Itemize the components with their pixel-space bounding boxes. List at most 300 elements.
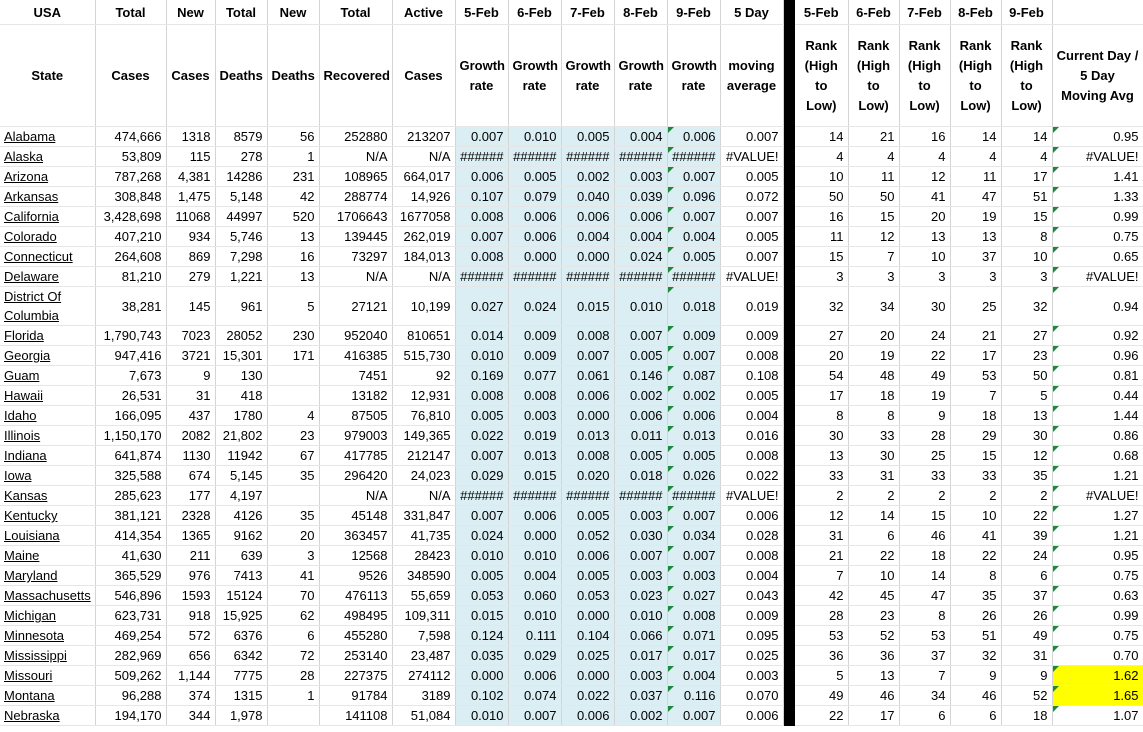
data-cell[interactable]: 0.005	[720, 386, 783, 406]
data-cell[interactable]: 30	[848, 446, 899, 466]
data-cell[interactable]	[267, 366, 319, 386]
data-cell[interactable]: 50	[1001, 366, 1052, 386]
data-cell[interactable]: 14	[950, 127, 1001, 147]
data-cell[interactable]: 0.95	[1052, 127, 1143, 147]
data-cell[interactable]: 1365	[166, 526, 215, 546]
data-cell[interactable]: 0.007	[667, 207, 720, 227]
data-cell[interactable]: 73297	[319, 247, 392, 267]
data-cell[interactable]: 25	[950, 287, 1001, 326]
header-cell[interactable]: 7-Feb	[561, 0, 614, 25]
data-cell[interactable]: 0.107	[455, 187, 508, 207]
data-cell[interactable]: 22	[1001, 506, 1052, 526]
data-cell[interactable]: 787,268	[95, 167, 166, 187]
data-cell[interactable]: 21	[848, 127, 899, 147]
data-cell[interactable]: 9526	[319, 566, 392, 586]
data-cell[interactable]: N/A	[319, 486, 392, 506]
state-name-cell[interactable]: Missouri	[0, 666, 95, 686]
data-cell[interactable]: 0.95	[1052, 546, 1143, 566]
data-cell[interactable]: ######	[667, 147, 720, 167]
data-cell[interactable]: 10	[1001, 247, 1052, 267]
state-name-cell[interactable]: Colorado	[0, 227, 95, 247]
data-cell[interactable]: 18	[899, 546, 950, 566]
data-cell[interactable]: 37	[1001, 586, 1052, 606]
data-cell[interactable]: 27121	[319, 287, 392, 326]
data-cell[interactable]: 0.010	[614, 287, 667, 326]
data-cell[interactable]: #VALUE!	[720, 147, 783, 167]
data-cell[interactable]: 0.007	[667, 706, 720, 726]
data-cell[interactable]: 91784	[319, 686, 392, 706]
data-cell[interactable]: 952040	[319, 326, 392, 346]
data-cell[interactable]: 37	[899, 646, 950, 666]
state-name-cell[interactable]: Georgia	[0, 346, 95, 366]
data-cell[interactable]: 10,199	[392, 287, 455, 326]
data-cell[interactable]: 38,281	[95, 287, 166, 326]
data-cell[interactable]: 30	[1001, 426, 1052, 446]
data-cell[interactable]	[267, 706, 319, 726]
data-cell[interactable]: 28	[267, 666, 319, 686]
data-cell[interactable]: 47	[899, 586, 950, 606]
data-cell[interactable]: 1318	[166, 127, 215, 147]
data-cell[interactable]: 67	[267, 446, 319, 466]
data-cell[interactable]: 35	[1001, 466, 1052, 486]
data-cell[interactable]: 32	[1001, 287, 1052, 326]
data-cell[interactable]: 253140	[319, 646, 392, 666]
separator-column[interactable]	[783, 686, 795, 706]
data-cell[interactable]: 0.104	[561, 626, 614, 646]
data-cell[interactable]: 24	[1001, 546, 1052, 566]
data-cell[interactable]: 0.000	[508, 247, 561, 267]
data-cell[interactable]: 0.052	[561, 526, 614, 546]
separator-column[interactable]	[783, 147, 795, 167]
data-cell[interactable]: 24,023	[392, 466, 455, 486]
data-cell[interactable]: 20	[848, 326, 899, 346]
data-cell[interactable]: 50	[795, 187, 848, 207]
data-cell[interactable]: 0.010	[508, 606, 561, 626]
data-cell[interactable]: 6	[950, 706, 1001, 726]
data-cell[interactable]: 16	[899, 127, 950, 147]
data-cell[interactable]: 325,588	[95, 466, 166, 486]
data-cell[interactable]: 455280	[319, 626, 392, 646]
data-cell[interactable]: 656	[166, 646, 215, 666]
data-cell[interactable]: 12	[795, 506, 848, 526]
data-cell[interactable]: 5	[267, 287, 319, 326]
data-cell[interactable]: 0.071	[667, 626, 720, 646]
data-cell[interactable]: 0.040	[561, 187, 614, 207]
separator-column[interactable]	[783, 386, 795, 406]
data-cell[interactable]: 0.124	[455, 626, 508, 646]
data-cell[interactable]: 0.010	[508, 546, 561, 566]
data-cell[interactable]: 96,288	[95, 686, 166, 706]
data-cell[interactable]: 0.007	[455, 227, 508, 247]
data-cell[interactable]: 1,221	[215, 267, 267, 287]
data-cell[interactable]: 19	[950, 207, 1001, 227]
separator-column[interactable]	[783, 426, 795, 446]
data-cell[interactable]: 0.008	[667, 606, 720, 626]
data-cell[interactable]: 0.75	[1052, 227, 1143, 247]
data-cell[interactable]: 3,428,698	[95, 207, 166, 227]
data-cell[interactable]: 45	[848, 586, 899, 606]
data-cell[interactable]: 23	[848, 606, 899, 626]
data-cell[interactable]: 0.006	[561, 386, 614, 406]
data-cell[interactable]: 0.007	[720, 127, 783, 147]
data-cell[interactable]: 8	[950, 566, 1001, 586]
data-cell[interactable]	[267, 486, 319, 506]
data-cell[interactable]: 35	[267, 506, 319, 526]
data-cell[interactable]: 7,298	[215, 247, 267, 267]
data-cell[interactable]: 15	[795, 247, 848, 267]
data-cell[interactable]: 0.009	[667, 326, 720, 346]
data-cell[interactable]: 42	[795, 586, 848, 606]
data-cell[interactable]: 308,848	[95, 187, 166, 207]
data-cell[interactable]: 28	[899, 426, 950, 446]
data-cell[interactable]: 437	[166, 406, 215, 426]
data-cell[interactable]: 15,925	[215, 606, 267, 626]
data-cell[interactable]: 0.005	[614, 446, 667, 466]
state-name-cell[interactable]: Indiana	[0, 446, 95, 466]
data-cell[interactable]: 1,790,743	[95, 326, 166, 346]
header-cell[interactable]: Growth rate	[455, 25, 508, 127]
data-cell[interactable]: 26	[1001, 606, 1052, 626]
data-cell[interactable]: 498495	[319, 606, 392, 626]
separator-column[interactable]	[783, 526, 795, 546]
data-cell[interactable]: 3189	[392, 686, 455, 706]
data-cell[interactable]: 288774	[319, 187, 392, 207]
data-cell[interactable]: 0.043	[720, 586, 783, 606]
data-cell[interactable]: 35	[267, 466, 319, 486]
data-cell[interactable]: 0.060	[508, 586, 561, 606]
header-cell[interactable]: Recovered	[319, 25, 392, 127]
data-cell[interactable]: 0.005	[455, 566, 508, 586]
data-cell[interactable]: 2	[1001, 486, 1052, 506]
data-cell[interactable]: 13	[899, 227, 950, 247]
data-cell[interactable]: 27	[1001, 326, 1052, 346]
data-cell[interactable]: 5	[1001, 386, 1052, 406]
data-cell[interactable]: 4	[848, 147, 899, 167]
data-cell[interactable]: 918	[166, 606, 215, 626]
state-name-cell[interactable]: Iowa	[0, 466, 95, 486]
data-cell[interactable]: 0.009	[508, 346, 561, 366]
data-cell[interactable]: 1.44	[1052, 406, 1143, 426]
data-cell[interactable]: 23,487	[392, 646, 455, 666]
data-cell[interactable]: 31	[1001, 646, 1052, 666]
data-cell[interactable]: 0.013	[561, 426, 614, 446]
data-cell[interactable]: 34	[899, 686, 950, 706]
data-cell[interactable]: 12568	[319, 546, 392, 566]
data-cell[interactable]: 0.000	[455, 666, 508, 686]
data-cell[interactable]: 0.010	[455, 706, 508, 726]
separator-column[interactable]	[783, 127, 795, 147]
data-cell[interactable]: 546,896	[95, 586, 166, 606]
data-cell[interactable]: 278	[215, 147, 267, 167]
data-cell[interactable]: 0.006	[508, 666, 561, 686]
data-cell[interactable]: 1	[267, 147, 319, 167]
data-cell[interactable]: 0.004	[508, 566, 561, 586]
data-cell[interactable]: 0.003	[614, 167, 667, 187]
data-cell[interactable]: 1780	[215, 406, 267, 426]
data-cell[interactable]: #VALUE!	[1052, 486, 1143, 506]
separator-column[interactable]	[783, 167, 795, 187]
data-cell[interactable]: 0.019	[508, 426, 561, 446]
data-cell[interactable]: 115	[166, 147, 215, 167]
state-name-cell[interactable]: Nebraska	[0, 706, 95, 726]
data-cell[interactable]: 961	[215, 287, 267, 326]
header-cell[interactable]: Rank (High to Low)	[1001, 25, 1052, 127]
data-cell[interactable]: 20	[795, 346, 848, 366]
data-cell[interactable]: 0.116	[667, 686, 720, 706]
data-cell[interactable]: 39	[1001, 526, 1052, 546]
state-name-cell[interactable]: Hawaii	[0, 386, 95, 406]
data-cell[interactable]: 0.074	[508, 686, 561, 706]
data-cell[interactable]: 5,746	[215, 227, 267, 247]
state-name-cell[interactable]: Kentucky	[0, 506, 95, 526]
data-cell[interactable]: 23	[267, 426, 319, 446]
data-cell[interactable]: 6	[899, 706, 950, 726]
data-cell[interactable]: 13	[267, 227, 319, 247]
data-cell[interactable]: 474,666	[95, 127, 166, 147]
data-cell[interactable]: 52	[1001, 686, 1052, 706]
data-cell[interactable]: 0.99	[1052, 606, 1143, 626]
data-cell[interactable]: 3	[950, 267, 1001, 287]
data-cell[interactable]: 252880	[319, 127, 392, 147]
data-cell[interactable]: 0.102	[455, 686, 508, 706]
data-cell[interactable]: 641,874	[95, 446, 166, 466]
data-cell[interactable]: #VALUE!	[720, 486, 783, 506]
data-cell[interactable]: 13	[795, 446, 848, 466]
data-cell[interactable]: 264,608	[95, 247, 166, 267]
data-cell[interactable]: 0.004	[614, 227, 667, 247]
data-cell[interactable]: 0.007	[720, 247, 783, 267]
data-cell[interactable]: 9162	[215, 526, 267, 546]
data-cell[interactable]: 374	[166, 686, 215, 706]
data-cell[interactable]: 15	[848, 207, 899, 227]
data-cell[interactable]: 0.99	[1052, 207, 1143, 227]
data-cell[interactable]: 0.024	[455, 526, 508, 546]
state-name-cell[interactable]: California	[0, 207, 95, 227]
data-cell[interactable]: 31	[848, 466, 899, 486]
separator-column[interactable]	[783, 446, 795, 466]
separator-column[interactable]	[783, 227, 795, 247]
data-cell[interactable]: 0.006	[667, 127, 720, 147]
data-cell[interactable]: 0.027	[455, 287, 508, 326]
data-cell[interactable]: 37	[950, 247, 1001, 267]
data-cell[interactable]: 0.008	[720, 346, 783, 366]
data-cell[interactable]: 0.003	[508, 406, 561, 426]
separator-column[interactable]	[783, 666, 795, 686]
data-cell[interactable]: 365,529	[95, 566, 166, 586]
data-cell[interactable]: 0.008	[508, 386, 561, 406]
data-cell[interactable]: 0.006	[614, 406, 667, 426]
data-cell[interactable]: 18	[950, 406, 1001, 426]
data-cell[interactable]: 0.013	[667, 426, 720, 446]
data-cell[interactable]: 810651	[392, 326, 455, 346]
data-cell[interactable]: 0.005	[614, 346, 667, 366]
data-cell[interactable]: 0.003	[614, 566, 667, 586]
data-cell[interactable]: ######	[614, 486, 667, 506]
data-cell[interactable]: 869	[166, 247, 215, 267]
data-cell[interactable]: 0.007	[561, 346, 614, 366]
data-cell[interactable]: 1.65	[1052, 686, 1143, 706]
data-cell[interactable]: 0.096	[667, 187, 720, 207]
data-cell[interactable]: 0.053	[561, 586, 614, 606]
separator-column[interactable]	[783, 586, 795, 606]
data-cell[interactable]: 2	[795, 486, 848, 506]
data-cell[interactable]: 227375	[319, 666, 392, 686]
data-cell[interactable]: 0.007	[508, 706, 561, 726]
data-cell[interactable]: 70	[267, 586, 319, 606]
data-cell[interactable]: 141108	[319, 706, 392, 726]
data-cell[interactable]: 0.000	[561, 666, 614, 686]
data-cell[interactable]: 31	[166, 386, 215, 406]
data-cell[interactable]: 0.006	[720, 506, 783, 526]
data-cell[interactable]: 184,013	[392, 247, 455, 267]
data-cell[interactable]: 0.65	[1052, 247, 1143, 267]
header-cell[interactable]: Rank (High to Low)	[899, 25, 950, 127]
data-cell[interactable]: 145	[166, 287, 215, 326]
data-cell[interactable]: 2328	[166, 506, 215, 526]
data-cell[interactable]: 476113	[319, 586, 392, 606]
data-cell[interactable]: 81,210	[95, 267, 166, 287]
header-cell[interactable]: Total	[319, 0, 392, 25]
data-cell[interactable]: 1315	[215, 686, 267, 706]
data-cell[interactable]: 17	[950, 346, 1001, 366]
data-cell[interactable]: 0.008	[455, 207, 508, 227]
header-cell[interactable]: Total	[215, 0, 267, 25]
data-cell[interactable]: 0.027	[667, 586, 720, 606]
data-cell[interactable]: 0.070	[720, 686, 783, 706]
data-cell[interactable]: 20	[899, 207, 950, 227]
data-cell[interactable]: 15	[950, 446, 1001, 466]
data-cell[interactable]: 29	[950, 426, 1001, 446]
state-name-cell[interactable]: Louisiana	[0, 526, 95, 546]
data-cell[interactable]: 48	[848, 366, 899, 386]
header-cell[interactable]: Rank (High to Low)	[848, 25, 899, 127]
data-cell[interactable]: #VALUE!	[1052, 267, 1143, 287]
data-cell[interactable]: 5	[795, 666, 848, 686]
data-cell[interactable]: 0.007	[667, 546, 720, 566]
data-cell[interactable]: 0.81	[1052, 366, 1143, 386]
data-cell[interactable]: 0.007	[667, 167, 720, 187]
data-cell[interactable]: 6376	[215, 626, 267, 646]
data-cell[interactable]: 418	[215, 386, 267, 406]
data-cell[interactable]: 572	[166, 626, 215, 646]
header-cell[interactable]: 9-Feb	[1001, 0, 1052, 25]
data-cell[interactable]: 674	[166, 466, 215, 486]
data-cell[interactable]: 17	[795, 386, 848, 406]
data-cell[interactable]: 348590	[392, 566, 455, 586]
data-cell[interactable]: 26,531	[95, 386, 166, 406]
data-cell[interactable]: 7451	[319, 366, 392, 386]
data-cell[interactable]: 8	[848, 406, 899, 426]
data-cell[interactable]: 26	[950, 606, 1001, 626]
data-cell[interactable]: 20	[267, 526, 319, 546]
data-cell[interactable]: 17	[848, 706, 899, 726]
header-cell[interactable]: Cases	[95, 25, 166, 127]
data-cell[interactable]: 18	[848, 386, 899, 406]
data-cell[interactable]: 41	[899, 187, 950, 207]
data-cell[interactable]: 7	[899, 666, 950, 686]
data-cell[interactable]: 0.008	[720, 546, 783, 566]
data-cell[interactable]: 0.014	[455, 326, 508, 346]
data-cell[interactable]: 33	[848, 426, 899, 446]
data-cell[interactable]: 296420	[319, 466, 392, 486]
data-cell[interactable]: ######	[614, 147, 667, 167]
state-name-cell[interactable]: Maine	[0, 546, 95, 566]
data-cell[interactable]: 381,121	[95, 506, 166, 526]
separator-column[interactable]	[783, 0, 795, 25]
data-cell[interactable]: 664,017	[392, 167, 455, 187]
data-cell[interactable]: 0.053	[455, 586, 508, 606]
data-cell[interactable]: 0.75	[1052, 566, 1143, 586]
data-cell[interactable]: 4	[899, 147, 950, 167]
separator-column[interactable]	[783, 346, 795, 366]
data-cell[interactable]: 0.94	[1052, 287, 1143, 326]
separator-column[interactable]	[783, 267, 795, 287]
header-cell[interactable]: 7-Feb	[899, 0, 950, 25]
separator-column[interactable]	[783, 486, 795, 506]
state-name-cell[interactable]: Idaho	[0, 406, 95, 426]
data-cell[interactable]: 0.025	[720, 646, 783, 666]
data-cell[interactable]: 10	[795, 167, 848, 187]
data-cell[interactable]	[267, 386, 319, 406]
data-cell[interactable]: 11068	[166, 207, 215, 227]
header-cell[interactable]: New	[166, 0, 215, 25]
data-cell[interactable]: 1130	[166, 446, 215, 466]
data-cell[interactable]: 14286	[215, 167, 267, 187]
data-cell[interactable]: 0.006	[720, 706, 783, 726]
data-cell[interactable]: 21	[950, 326, 1001, 346]
data-cell[interactable]: 51	[950, 626, 1001, 646]
data-cell[interactable]: 8	[899, 606, 950, 626]
state-name-cell[interactable]: Delaware	[0, 267, 95, 287]
data-cell[interactable]: 1,150,170	[95, 426, 166, 446]
data-cell[interactable]: 0.005	[667, 247, 720, 267]
data-cell[interactable]: 0.004	[561, 227, 614, 247]
data-cell[interactable]: 72	[267, 646, 319, 666]
data-cell[interactable]: 0.009	[720, 326, 783, 346]
separator-column[interactable]	[783, 187, 795, 207]
data-cell[interactable]: ######	[508, 267, 561, 287]
header-cell[interactable]: 8-Feb	[950, 0, 1001, 25]
data-cell[interactable]: 19	[848, 346, 899, 366]
separator-column[interactable]	[783, 207, 795, 227]
data-cell[interactable]: 0.002	[614, 706, 667, 726]
data-cell[interactable]: ######	[667, 486, 720, 506]
header-cell[interactable]: Cases	[166, 25, 215, 127]
data-cell[interactable]: 976	[166, 566, 215, 586]
data-cell[interactable]: 0.006	[561, 207, 614, 227]
separator-column[interactable]	[783, 706, 795, 726]
header-cell[interactable]: Active	[392, 0, 455, 25]
separator-column[interactable]	[783, 326, 795, 346]
data-cell[interactable]: 28052	[215, 326, 267, 346]
data-cell[interactable]: 7413	[215, 566, 267, 586]
separator-column[interactable]	[783, 566, 795, 586]
data-cell[interactable]: 0.002	[614, 386, 667, 406]
data-cell[interactable]: 53,809	[95, 147, 166, 167]
data-cell[interactable]: 0.007	[720, 207, 783, 227]
data-cell[interactable]: 947,416	[95, 346, 166, 366]
data-cell[interactable]: 4,197	[215, 486, 267, 506]
data-cell[interactable]: 231	[267, 167, 319, 187]
data-cell[interactable]: 0.024	[508, 287, 561, 326]
data-cell[interactable]: N/A	[392, 147, 455, 167]
data-cell[interactable]: 0.008	[455, 247, 508, 267]
data-cell[interactable]: 0.008	[561, 446, 614, 466]
data-cell[interactable]: 623,731	[95, 606, 166, 626]
data-cell[interactable]: 0.004	[667, 227, 720, 247]
data-cell[interactable]: 0.015	[561, 287, 614, 326]
data-cell[interactable]: 130	[215, 366, 267, 386]
